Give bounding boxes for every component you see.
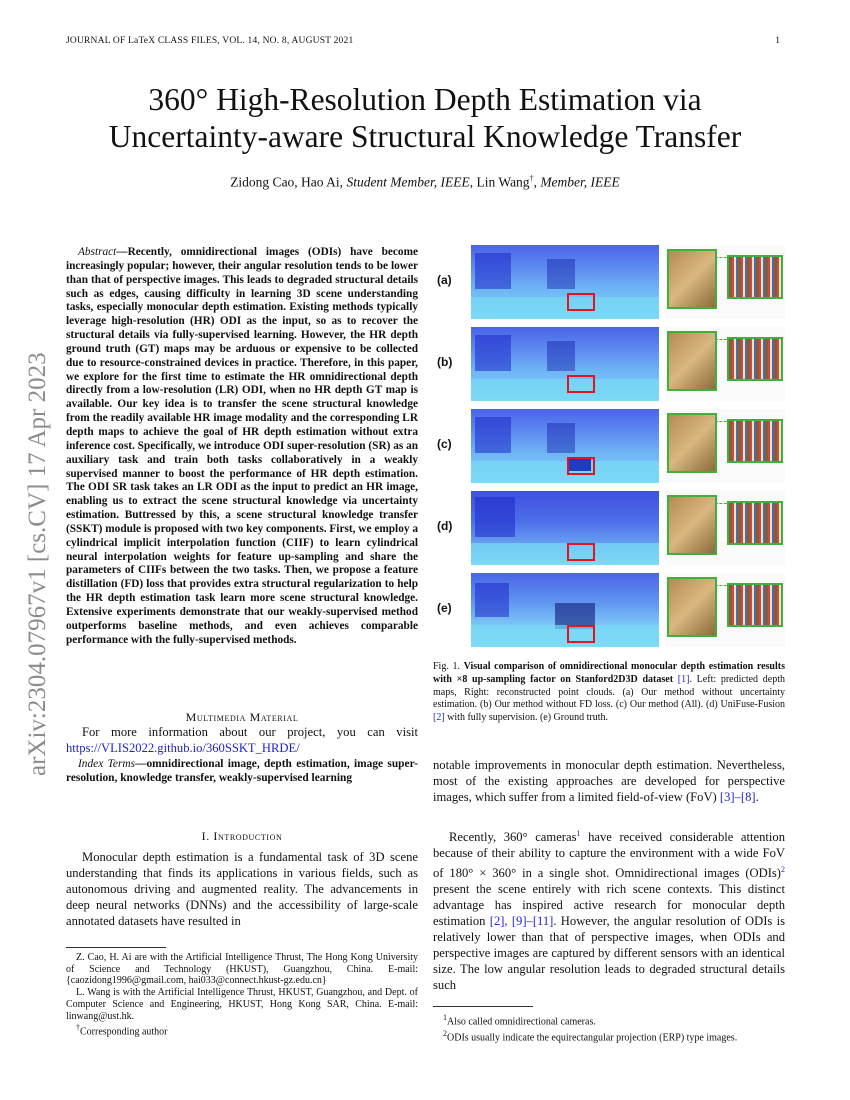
footnote-corresponding: [66, 1022, 418, 1038]
right-footnotes: [433, 1012, 785, 1044]
point-cloud-c: [665, 409, 785, 483]
footnote-corresponding-text: Corresponding author: [80, 1026, 168, 1038]
footnote-affiliation-1: Z. Cao, H. Ai are with the Artificial Intelligence Thrust, The Hong Kong University of Science and Technology (HKUST), Guangzhou, China. E-mail: {caozidong1996@gmail.com, hai033@connect.hkust-gz.edu.cn}: [66, 952, 418, 987]
depth-map-e: [471, 573, 659, 647]
footnote-1-text: Also called omnidirectional cameras.: [447, 1016, 596, 1028]
depth-map-c: [471, 409, 659, 483]
section-heading-introduction: I. Introduction: [201, 829, 283, 843]
footnote-2: [433, 1028, 785, 1044]
abstract: [66, 246, 418, 647]
right-p2-text-c: present the scene entirely with rich scene contexts. This distinct advantage has inspired active research for monocular depth estimation: [433, 882, 785, 928]
author-role-2: Member, IEEE: [540, 174, 620, 190]
highlight-box: [567, 293, 595, 311]
footnote-rule-right: [433, 1006, 533, 1007]
highlight-box: [567, 375, 595, 393]
figure-row-e: [437, 573, 785, 647]
highlight-box: [567, 543, 595, 561]
footnote-dagger: †: [76, 1023, 80, 1033]
figure-row-c: [437, 409, 785, 483]
corresponding-mark: †: [529, 174, 534, 183]
figure-label-e: (e): [437, 601, 452, 615]
title-line-2: Uncertainty-aware Structural Knowledge Transfer: [108, 119, 742, 154]
point-cloud-e: [665, 573, 785, 647]
footnote-ref-1[interactable]: 1: [576, 829, 581, 838]
figure-label-a: (a): [437, 273, 452, 287]
multimedia-text: For more information about our project, you can visit: [82, 725, 418, 739]
right-paragraph-2: [433, 826, 785, 993]
right-p1-text-a: notable improvements in monocular depth estimation. Nevertheless, most of the existing approaches are developed for perspective images, which suffer from a limited field-of-view (FoV): [433, 758, 785, 804]
left-footnotes: [66, 952, 418, 1038]
author-role-1: Student Member, IEEE: [346, 174, 470, 190]
footnote-rule-left: [66, 947, 166, 948]
highlight-box: [567, 457, 595, 475]
caption-citation-2[interactable]: [2]: [433, 712, 445, 724]
index-terms-text: —omnidirectional image, depth estimation, image super-resolution, knowledge transfer, weakly-supervised learning: [66, 758, 418, 784]
intro-paragraph: Monocular depth estimation is a fundamental task of 3D scene understanding that finds its applications in various fields, such as autonomous driving and augmented reality. The advancements in deep neural networks (DNNs) and the accessibility of large-scale annotated datasets have resulted in: [66, 850, 418, 928]
caption-end: with fully supervision. (e) Ground truth.: [444, 712, 608, 724]
right-p2-citation[interactable]: [2], [9]–[11]: [489, 913, 554, 928]
figure-row-a: [437, 245, 785, 319]
arxiv-stamp: arXiv:2304.07967v1 [cs.CV] 17 Apr 2023: [24, 352, 51, 776]
abstract-text: —Recently, omnidirectional images (ODIs) have become increasingly popular; however, their angular resolution tends to be lower than that of perspective images. This leads to degraded structural details such as edges, causing difficulty in learning 3D scene understanding tasks, especially monocular depth estimation. Existing methods typically leverage high-resolution (HR) ODI as the input, so as to recover the structural details via fully-supervised learning. However, the HR depth ground truth (GT) maps may be arduous or expensive to be collected due to resource-constrained devices in practice. Therefore, in this paper, we explore for the first time to estimate the HR omnidirectional depth directly from a low-resolution (LR) ODI, when no HR depth GT map is available. Our key idea is to transfer the scene structural knowledge from the readily available HR image modality and the corresponding LR depth maps to achieve the goal of HR depth estimation without extra inference cost. Specifically, we introduce ODI super-resolution (SR) as an auxiliary task and train both tasks collaboratively in a weakly supervised manner to boost the performance of HR depth estimation. The ODI SR task takes an LR ODI as the input to predict an HR image, enabling us to extract the scene structural knowledge via uncertainty estimation. Buttressed by this, a scene structural knowledge transfer (SSKT) module is proposed with two key components. First, we employ a cylindrical implicit interpolation function (CIIF) to learn cylindrical neural interpolation weights for feature up-sampling and share the parameters of CIIFs between the two tasks. Then, we propose a feature distillation (FD) loss that provides extra structural regularization to help the HR depth estimation task learn more scene structural knowledge. Extensive experiments demonstrate that our weakly-supervised method outperforms baseline methods, and even achieves comparable performance with the fully-supervised methods.: [66, 246, 418, 646]
right-p1-citation[interactable]: [3]–[8]: [719, 789, 756, 804]
figure-caption: [433, 661, 785, 725]
highlight-box: [567, 625, 595, 643]
depth-map-a: [471, 245, 659, 319]
caption-citation-1[interactable]: [1]: [677, 673, 690, 685]
figure-row-b: [437, 327, 785, 401]
point-cloud-b: [665, 327, 785, 401]
footnote-1-mark: 1: [443, 1013, 447, 1022]
figure-label-d: (d): [437, 519, 453, 533]
index-terms-lead: Index Terms: [78, 758, 136, 770]
point-cloud-d: [665, 491, 785, 565]
right-paragraph-1: [433, 758, 785, 806]
abstract-lead: Abstract: [78, 246, 117, 258]
author-sep: ,: [533, 174, 541, 190]
figure-label-b: (b): [437, 355, 453, 369]
footnote-affiliation-2: L. Wang is with the Artificial Intelligence Thrust, HKUST, Guangzhou, and Dept. of Computer Science and Engineering, HKUST, Hong Kong SAR, China. E-mail: linwang@ust.hk.: [66, 987, 418, 1022]
caption-rest: . Left: predicted depth maps, Right: reconstructed point clouds. (a) Our method without uncertainty estimation. (b) Our method without FD loss. (c) Our method (All). (d) UniFuse-Fusion: [433, 673, 786, 711]
page-number: 1: [775, 36, 780, 46]
project-link[interactable]: https://VLIS2022.github.io/360SSKT_HRDE/: [66, 740, 300, 755]
depth-map-d: [471, 491, 659, 565]
figure-1: [437, 245, 785, 649]
footnote-2-mark: 2: [443, 1029, 447, 1039]
footnote-2-text: ODIs usually indicate the equirectangular projection (ERP) type images.: [447, 1032, 738, 1044]
footnote-ref-2[interactable]: 2: [781, 865, 785, 874]
author-names-1: Zidong Cao, Hao Ai,: [230, 174, 347, 190]
right-p1-text-b: .: [755, 789, 759, 804]
author-names-2: , Lin Wang: [469, 174, 530, 190]
right-p2-text-b: have received considerable attention because of their ability to capture the environment with a wide FoV of 180° × 360° in a single shot. Omnidirectional images (ODIs): [433, 830, 785, 881]
caption-lead: Fig. 1.: [433, 661, 464, 672]
point-cloud-a: [665, 245, 785, 319]
multimedia-heading: Multimedia Material: [185, 710, 299, 724]
depth-map-b: [471, 327, 659, 401]
running-header: JOURNAL OF LaTeX CLASS FILES, VOL. 14, NO. 8, AUGUST 2021: [66, 36, 354, 46]
footnote-1: [433, 1012, 785, 1028]
figure-label-c: (c): [437, 437, 452, 451]
title-line-1: 360° High-Resolution Depth Estimation via: [148, 82, 702, 117]
right-p2-text-a: Recently, 360° cameras: [449, 830, 577, 845]
figure-row-d: [437, 491, 785, 565]
multimedia-paragraph: [66, 725, 418, 757]
paper-title: [66, 81, 784, 155]
author-list: [66, 174, 784, 191]
index-terms: [66, 757, 418, 785]
right-p2-text-d: . However, the angular resolution of ODIs is relatively lower than that of perspective images, when ODIs and perspective images are captured by different sensors with an identical size. The low angular resolution leads to degraded structural details such: [433, 913, 785, 992]
caption-bold: Visual comparison of omnidirectional monocular depth estimation results with ×8 up-sampling factor on Stanford2D3D dataset: [433, 661, 785, 685]
